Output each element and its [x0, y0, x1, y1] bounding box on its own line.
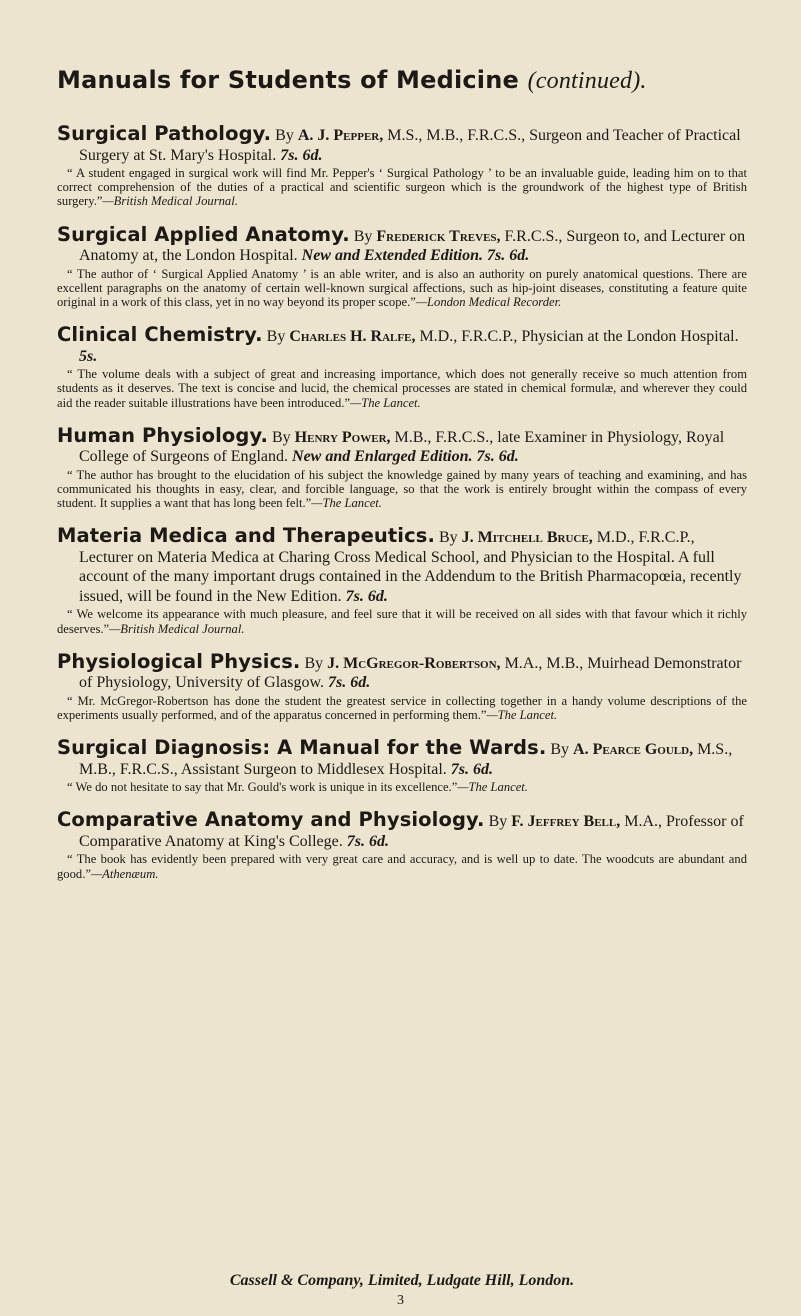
- price: 7s. 6d.: [328, 674, 371, 692]
- by-label: By: [353, 227, 373, 245]
- publisher-imprint: Cassell & Company, Limited, Ludgate Hill, London.: [229, 1272, 575, 1289]
- book-title: Comparative Anatomy and Physiology.: [57, 808, 485, 832]
- by-label: By: [488, 813, 508, 831]
- author-credentials: M.A., Professor of Comparative Anatomy at King's College.: [79, 813, 744, 850]
- entry-heading: [57, 325, 747, 366]
- review-source: —London Medical Recorder.: [415, 295, 562, 310]
- review-text: “ The volume deals with a subject of great and increasing importance, which does not generally receive so much attention from students as it deserves. The text is concise and lucid, the chemical processes are stated in chemical formulæ, and wherever they could aid the reader suitable illustrations have been introduced.”: [57, 367, 747, 410]
- entry-heading: [57, 738, 747, 779]
- by-label: By: [550, 741, 570, 759]
- edition-note: New and Extended Edition.: [301, 247, 483, 265]
- author-credentials: M.D., F.R.C.P., Physician at the London Hospital.: [419, 328, 739, 346]
- book-entry: [57, 423, 747, 511]
- review-text: “ A student engaged in surgical work will find Mr. Pepper's ‘ Surgical Pathology ’ to be an invaluable guide, leading him on to that correct comprehension of the duties of a practical and scientific surgeon which is the groundwork of the highest type of British surgery.”: [57, 166, 747, 209]
- review-text: “ The author of ‘ Surgical Applied Anatomy ’ is an able writer, and is also an authority on purely anatomical questions. There are excellent paragraphs on the anatomy of certain well-known surgical affections, such as hip-joint diseases, constituting a feature quite original in a work of this class, yet in no way beyond its proper scope.”: [57, 266, 747, 310]
- price: 7s. 6d.: [450, 760, 494, 778]
- review-text: “ The author has brought to the elucidation of his subject the knowledge gained by many years of teaching and examining, and has communicated his thoughts in easy, clear, and forcible language, so that the work is entirely brought within the compass of every student. It supplies a want that has long been felt.”: [57, 467, 747, 511]
- review-source: —The Lancet.: [457, 780, 528, 795]
- author-name: J. McGregor-Robertson,: [327, 654, 501, 672]
- review-source: —British Medical Journal.: [102, 194, 238, 209]
- entry-heading: [57, 124, 747, 165]
- review-quote: [57, 694, 747, 722]
- book-entry: [57, 325, 747, 410]
- book-title: Surgical Applied Anatomy.: [57, 222, 350, 246]
- price: 7s. 6d.: [476, 448, 519, 466]
- book-list: [57, 124, 747, 897]
- review-text: “ We do not hesitate to say that Mr. Gould's work is unique in its excellence.”: [67, 780, 458, 795]
- by-label: By: [275, 127, 294, 144]
- by-label: By: [266, 328, 286, 346]
- price: 7s. 6d.: [487, 247, 530, 265]
- book-title: Materia Medica and Therapeutics.: [57, 524, 435, 548]
- book-title: Surgical Diagnosis: A Manual for the Wards.: [57, 736, 547, 760]
- book-entry: [57, 526, 747, 635]
- page-number: 3: [397, 1293, 404, 1308]
- by-label: By: [438, 529, 458, 547]
- book-title: Human Physiology.: [57, 423, 268, 447]
- book-entry: [57, 738, 747, 794]
- price: 7s. 6d.: [345, 587, 388, 605]
- review-quote: [57, 780, 747, 794]
- book-title: Surgical Pathology.: [57, 122, 272, 145]
- review-source: —The Lancet.: [486, 708, 558, 723]
- by-label: By: [272, 428, 291, 446]
- book-entry: [57, 222, 747, 310]
- author-name: A. Pearce Gould,: [573, 741, 694, 759]
- book-title: Physiological Physics.: [57, 649, 301, 673]
- entry-heading: [57, 222, 747, 266]
- review-source: —Athenæum.: [90, 866, 159, 881]
- review-quote: [57, 468, 747, 511]
- by-label: By: [304, 654, 324, 672]
- entry-heading: [57, 526, 747, 606]
- page-title-continued: (continued).: [527, 68, 647, 94]
- price: 7s. 6d.: [280, 146, 323, 164]
- book-entry: [57, 649, 747, 723]
- review-quote: [57, 267, 747, 310]
- author-credentials: F.R.C.S., Surgeon to, and Lecturer on Anatomy at, the London Hospital.: [79, 227, 746, 265]
- price: 5s.: [79, 347, 98, 365]
- review-source: —The Lancet.: [350, 395, 421, 410]
- edition-note: New and Enlarged Edition.: [292, 448, 473, 466]
- review-text: “ We welcome its appearance with much pleasure, and feel sure that it will be received on all sides with that favour which it richly deserves.”: [57, 607, 747, 636]
- author-name: F. Jeffrey Bell,: [511, 813, 621, 831]
- book-title: Clinical Chemistry.: [57, 323, 263, 347]
- author-credentials: M.B., F.R.C.S., late Examiner in Physiology, Royal College of Surgeons of England.: [79, 428, 725, 466]
- author-name: Henry Power,: [294, 428, 391, 446]
- review-source: —The Lancet.: [311, 496, 382, 511]
- entry-heading: [57, 649, 747, 693]
- review-quote: [57, 852, 747, 880]
- author-credentials: M.D., F.R.C.P., Lecturer on Materia Medica at Charing Cross Medical School, and Physician to the Hospital. A full account of the many important drugs contained in the Addendum to the British Pharmacopœia, recently issued, will be found in the New Edition.: [79, 529, 742, 605]
- entry-heading: [57, 810, 747, 851]
- review-quote: [57, 166, 747, 209]
- review-quote: [57, 367, 747, 410]
- entry-heading: [57, 423, 747, 467]
- page-title-text: Manuals for Students of Medicine: [57, 66, 520, 94]
- author-name: A. J. Pepper,: [297, 127, 384, 144]
- review-text: “ The book has evidently been prepared with very great care and accuracy, and is well up to date. The woodcuts are abundant and good.”: [57, 852, 747, 881]
- author-credentials: M.S., M.B., F.R.C.S., Surgeon and Teacher of Practical Surgery at St. Mary's Hospital.: [79, 127, 741, 164]
- page-title: [57, 66, 647, 95]
- author-name: J. Mitchell Bruce,: [461, 529, 593, 547]
- review-quote: [57, 607, 747, 635]
- author-name: Charles H. Ralfe,: [289, 328, 416, 346]
- author-credentials: M.A., M.B., Muirhead Demonstrator of Physiology, University of Glasgow.: [79, 654, 742, 692]
- book-entry: [57, 810, 747, 880]
- price: 7s. 6d.: [346, 832, 389, 850]
- review-source: —British Medical Journal.: [109, 621, 245, 636]
- author-credentials: M.S., M.B., F.R.C.S., Assistant Surgeon to Middlesex Hospital.: [79, 741, 733, 778]
- author-name: Frederick Treves,: [376, 227, 501, 245]
- book-entry: [57, 124, 747, 209]
- review-text: “ Mr. McGregor-Robertson has done the student the greatest service in collecting together in a handy volume descriptions of the experiments usually performed, and of the apparatus concerned in performing them.”: [57, 693, 747, 723]
